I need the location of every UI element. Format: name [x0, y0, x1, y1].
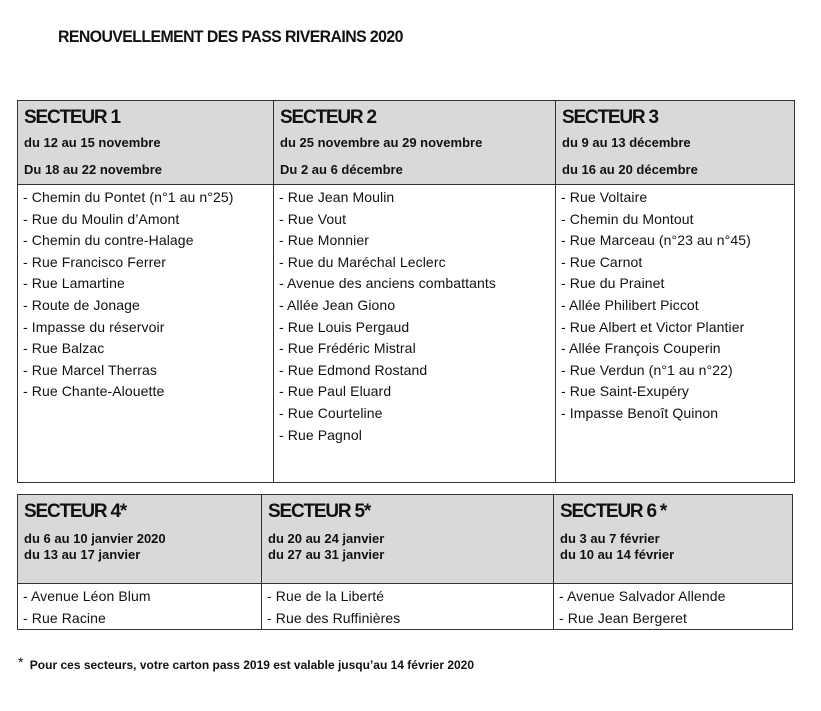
list-item: - Chemin du Montout	[561, 210, 694, 227]
sector-date: du 6 au 10 janvier 2020	[24, 531, 166, 546]
list-item: - Rue Lamartine	[23, 275, 125, 292]
list-item: - Rue Monnier	[279, 232, 370, 249]
footnote-text: Pour ces secteurs, votre carton pass 2019 est valable jusqu’au 14 février 2020	[29, 658, 475, 672]
sectors-table-bottom	[17, 494, 793, 630]
sector-date: du 27 au 31 janvier	[268, 547, 385, 562]
sector-name: SECTEUR 6 *	[560, 501, 667, 522]
list-item: - Avenue Salvador Allende	[559, 588, 726, 604]
street-list-cell	[554, 584, 793, 630]
table-body-row	[18, 584, 793, 630]
list-item: - Rue Pagnol	[279, 426, 362, 443]
street-list	[556, 185, 794, 425]
sector-date: du 12 au 15 novembre	[24, 135, 161, 150]
table-header-row	[18, 495, 793, 584]
sector-date: du 25 novembre au 29 novembre	[280, 135, 483, 150]
sector-header	[262, 495, 554, 584]
sector-header	[18, 495, 262, 584]
sector-name: SECTEUR 4*	[24, 501, 127, 522]
list-item: - Rue Paul Eluard	[279, 383, 392, 400]
list-item: - Rue Balzac	[23, 340, 105, 357]
sector-date: Du 2 au 6 décembre	[280, 162, 403, 177]
list-item: - Rue Louis Pergaud	[279, 318, 410, 335]
sector-header	[18, 101, 274, 185]
list-item: - Rue du Prainet	[561, 275, 665, 292]
sector-date: du 10 au 14 février	[560, 547, 675, 562]
list-item: - Chemin du contre-Halage	[23, 232, 194, 249]
sector-name: SECTEUR 1	[24, 107, 120, 128]
list-item: - Rue Jean Moulin	[279, 189, 395, 205]
page-title: RENOUVELLEMENT DES PASS RIVERAINS 2020	[58, 27, 403, 46]
street-list	[274, 185, 555, 446]
list-item: - Avenue des anciens combattants	[279, 275, 496, 292]
street-list	[554, 584, 792, 629]
sector-date: du 3 au 7 février	[560, 531, 660, 546]
list-item: - Rue Carnot	[561, 253, 643, 270]
asterisk: *	[18, 654, 24, 670]
list-item: - Avenue Léon Blum	[23, 588, 151, 604]
street-list	[18, 185, 273, 403]
list-item: - Allée Philibert Piccot	[561, 296, 699, 313]
street-list-cell	[262, 584, 554, 630]
footnote	[18, 654, 474, 672]
list-item: - Rue Francisco Ferrer	[23, 253, 167, 270]
list-item: - Rue Albert et Victor Plantier	[561, 318, 745, 335]
list-item: - Allée François Couperin	[561, 340, 721, 357]
sector-header	[274, 101, 556, 185]
list-item: - Rue Chante-Alouette	[23, 383, 165, 400]
sector-name: SECTEUR 3	[562, 107, 658, 128]
sector-date: du 16 au 20 décembre	[562, 162, 698, 177]
sector-header	[556, 101, 795, 185]
list-item: - Rue des Ruffinières	[267, 609, 401, 626]
sector-date: Du 18 au 22 novembre	[24, 162, 162, 177]
list-item: - Rue Frédéric Mistral	[279, 340, 416, 357]
list-item: - Rue du Maréchal Leclerc	[279, 253, 446, 270]
street-list-cell	[18, 584, 262, 630]
street-list	[262, 584, 553, 629]
sector-date: du 9 au 13 décembre	[562, 135, 691, 150]
street-list-cell	[18, 185, 274, 483]
list-item: - Rue Courteline	[279, 404, 383, 421]
list-item: - Rue Saint-Exupéry	[561, 383, 689, 400]
list-item: - Allée Jean Giono	[279, 296, 396, 313]
street-list-cell	[274, 185, 556, 483]
list-item: - Rue Vout	[279, 210, 347, 227]
list-item: - Rue Racine	[23, 609, 106, 626]
street-list-cell	[556, 185, 795, 483]
table-body-row	[18, 185, 795, 483]
list-item: - Impasse Benoît Quinon	[561, 404, 719, 421]
sector-date: du 20 au 24 janvier	[268, 531, 385, 546]
list-item: - Rue du Moulin d’Amont	[23, 210, 180, 227]
list-item: - Rue Marcel Therras	[23, 361, 158, 378]
sectors-table-top	[17, 100, 795, 483]
sector-header	[554, 495, 793, 584]
sector-date: du 13 au 17 janvier	[24, 547, 141, 562]
list-item: - Rue Edmond Rostand	[279, 361, 428, 378]
sector-name: SECTEUR 5*	[268, 501, 371, 522]
table-header-row	[18, 101, 795, 185]
list-item: - Rue de la Liberté	[267, 588, 385, 604]
list-item: - Rue Jean Bergeret	[559, 609, 687, 626]
list-item: - Rue Marceau (n°23 au n°45)	[561, 232, 751, 249]
list-item: - Rue Verdun (n°1 au n°22)	[561, 361, 733, 378]
list-item: - Rue Voltaire	[561, 189, 648, 205]
sector-name: SECTEUR 2	[280, 107, 376, 128]
street-list	[18, 584, 261, 629]
list-item: - Chemin du Pontet (n°1 au n°25)	[23, 189, 234, 205]
list-item: - Route de Jonage	[23, 296, 140, 313]
list-item: - Impasse du réservoir	[23, 318, 165, 335]
